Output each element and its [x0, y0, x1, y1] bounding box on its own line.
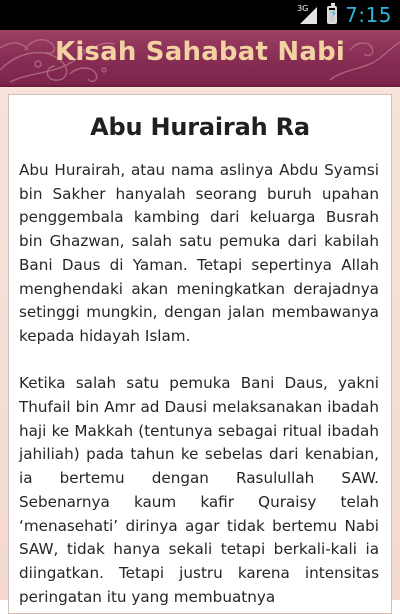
- article-body: [19, 159, 379, 609]
- content-frame: [0, 87, 400, 606]
- status-bar: [0, 0, 400, 30]
- app-title: Kisah Sahabat Nabi: [54, 37, 346, 67]
- status-icons: [297, 0, 392, 30]
- article-paragraph: Ketika salah satu pemuka Bani Daus, yakni Thufail bin Amr ad Dausi melaksanakan ibadah haji ke Makkah (tentunya sebagai ritual ibadah jahiliah) pada tahun ke sebelas dari kenabian, ia bertemu dengan Rasulullah SAW. Sebenarnya kaum kafir Quraisy telah ‘menasehati’ dirinya agar tidak bertemu Nabi SAW, tidak hanya sekali tetapi berkali-kali ia diingatkan. Tetapi justru karena intensitas peringatan itu yang membuatnya: [19, 374, 379, 606]
- status-time: 7:15: [345, 3, 392, 27]
- article-panel[interactable]: [8, 94, 392, 614]
- network-type-label: 3G: [297, 4, 309, 13]
- battery-icon: [327, 6, 337, 24]
- signal-icon: [297, 4, 319, 26]
- article-paragraph: Abu Hurairah, atau nama aslinya Abdu Syamsi bin Sakher hanyalah seorang buruh upahan penggembala kambing dari keluarga Busrah bin Ghazwan, salah satu pemuka dari kabilah Bani Daus di Yaman. Tetapi sepertinya Allah menghendaki akan meningkatkan derajadnya setinggi mungkin, dengan jalan membawanya kepada hidayah Islam.: [19, 161, 379, 345]
- article-title: Abu Hurairah Ra: [90, 113, 310, 141]
- app-header: [0, 30, 400, 87]
- charging-icon: ⚡: [330, 9, 338, 20]
